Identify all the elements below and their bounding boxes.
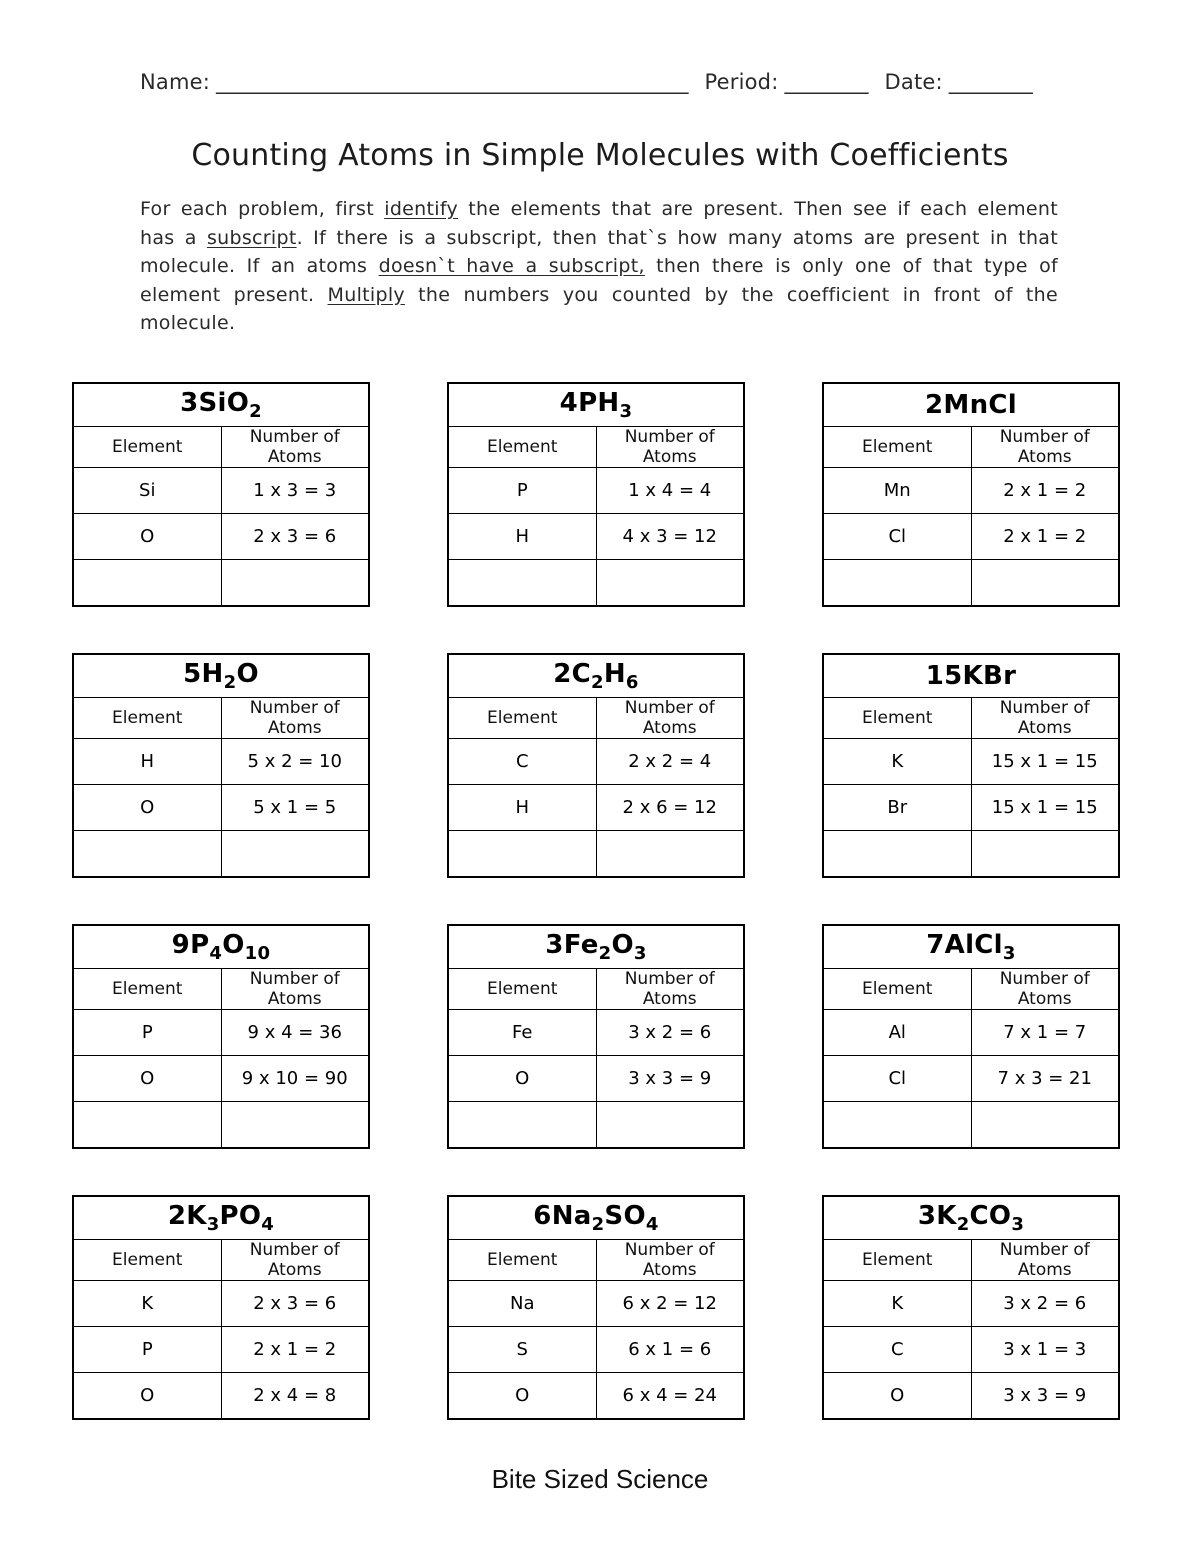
formula-header: 3SiO$_2$ bbox=[73, 383, 369, 427]
instruction-text: the elements that are present. Then see if each element has a bbox=[140, 198, 1058, 249]
column-header-row bbox=[448, 698, 744, 739]
instruction-text: then there is only one of that type of element present. bbox=[140, 255, 1058, 306]
element-cell: Si bbox=[73, 468, 221, 514]
column-header-row bbox=[823, 698, 1119, 739]
element-cell: Mn bbox=[823, 468, 971, 514]
atoms-count-cell bbox=[596, 560, 744, 606]
element-col-header: Element bbox=[823, 1240, 971, 1281]
element-cell bbox=[823, 831, 971, 877]
element-cell: C bbox=[448, 739, 596, 785]
element-cell: O bbox=[73, 1056, 221, 1102]
name-period-date-line bbox=[140, 70, 1128, 94]
column-header-row bbox=[73, 698, 369, 739]
formula-row bbox=[448, 1196, 744, 1240]
formula-row bbox=[448, 383, 744, 427]
formula-row bbox=[73, 654, 369, 698]
column-header-row bbox=[448, 969, 744, 1010]
molecule-table bbox=[72, 653, 370, 878]
element-col-header: Element bbox=[448, 1240, 596, 1281]
formula-row bbox=[73, 925, 369, 969]
table-row bbox=[73, 514, 369, 560]
element-cell: O bbox=[73, 1373, 221, 1419]
molecule-table bbox=[822, 1195, 1120, 1420]
element-cell: Br bbox=[823, 785, 971, 831]
element-cell: P bbox=[73, 1327, 221, 1373]
formula-row bbox=[823, 925, 1119, 969]
formula-header: 7AlCl$_3$ bbox=[823, 925, 1119, 969]
formula-row bbox=[73, 383, 369, 427]
molecule-table bbox=[822, 653, 1120, 878]
atoms-count-cell: 3 x 2 = 6 bbox=[596, 1010, 744, 1056]
molecule-table bbox=[822, 382, 1120, 607]
atoms-count-cell: 2 x 1 = 2 bbox=[971, 514, 1119, 560]
instruction-text: . If there is a subscript, then that`s how many atoms are present in that molecule. If an atoms bbox=[140, 226, 1058, 277]
atoms-col-header: Number of Atoms bbox=[971, 698, 1119, 739]
atoms-count-cell bbox=[221, 1102, 369, 1148]
atoms-count-cell: 9 x 4 = 36 bbox=[221, 1010, 369, 1056]
element-cell bbox=[448, 560, 596, 606]
element-cell: H bbox=[448, 785, 596, 831]
element-cell bbox=[73, 560, 221, 606]
element-cell: Fe bbox=[448, 1010, 596, 1056]
element-cell: P bbox=[73, 1010, 221, 1056]
element-cell: K bbox=[823, 1281, 971, 1327]
atoms-count-cell: 6 x 2 = 12 bbox=[596, 1281, 744, 1327]
atoms-col-header: Number of Atoms bbox=[596, 698, 744, 739]
formula-row bbox=[823, 654, 1119, 698]
table-row bbox=[448, 1373, 744, 1419]
column-header-row bbox=[73, 969, 369, 1010]
table-row bbox=[448, 739, 744, 785]
molecule-table bbox=[447, 382, 745, 607]
table-row bbox=[823, 560, 1119, 606]
atoms-count-cell: 6 x 1 = 6 bbox=[596, 1327, 744, 1373]
atoms-count-cell: 3 x 2 = 6 bbox=[971, 1281, 1119, 1327]
element-cell: O bbox=[448, 1373, 596, 1419]
column-header-row bbox=[823, 1240, 1119, 1281]
element-cell: H bbox=[448, 514, 596, 560]
element-cell: K bbox=[823, 739, 971, 785]
element-col-header: Element bbox=[73, 969, 221, 1010]
table-row bbox=[448, 1010, 744, 1056]
element-cell: O bbox=[448, 1056, 596, 1102]
formula-header: $5H_2O$ bbox=[73, 654, 369, 698]
atoms-count-cell bbox=[971, 831, 1119, 877]
tables-grid bbox=[72, 382, 1128, 1420]
element-cell: Cl bbox=[823, 1056, 971, 1102]
atoms-count-cell bbox=[596, 831, 744, 877]
atoms-col-header: Number of Atoms bbox=[596, 1240, 744, 1281]
table-row bbox=[448, 468, 744, 514]
element-cell: O bbox=[73, 785, 221, 831]
table-row bbox=[448, 1327, 744, 1373]
atoms-count-cell: 6 x 4 = 24 bbox=[596, 1373, 744, 1419]
period-blank-line: ________ bbox=[784, 70, 869, 94]
molecule-table bbox=[447, 924, 745, 1149]
column-header-row bbox=[448, 1240, 744, 1281]
atoms-count-cell: 2 x 2 = 4 bbox=[596, 739, 744, 785]
atoms-count-cell: 2 x 3 = 6 bbox=[221, 514, 369, 560]
molecule-table bbox=[822, 924, 1120, 1149]
table-row bbox=[823, 1056, 1119, 1102]
element-cell bbox=[73, 1102, 221, 1148]
element-cell: S bbox=[448, 1327, 596, 1373]
table-row bbox=[448, 560, 744, 606]
element-col-header: Element bbox=[448, 969, 596, 1010]
table-row bbox=[823, 514, 1119, 560]
table-row bbox=[73, 1373, 369, 1419]
atoms-count-cell: 7 x 1 = 7 bbox=[971, 1010, 1119, 1056]
table-row bbox=[73, 1281, 369, 1327]
molecule-table bbox=[447, 653, 745, 878]
atoms-count-cell bbox=[971, 1102, 1119, 1148]
atoms-count-cell: 7 x 3 = 21 bbox=[971, 1056, 1119, 1102]
atoms-col-header: Number of Atoms bbox=[221, 427, 369, 468]
formula-header: $4PH_3$ bbox=[448, 383, 744, 427]
table-row bbox=[448, 831, 744, 877]
atoms-col-header: Number of Atoms bbox=[221, 698, 369, 739]
table-row bbox=[448, 785, 744, 831]
column-header-row bbox=[73, 1240, 369, 1281]
table-row bbox=[823, 1281, 1119, 1327]
atoms-col-header: Number of Atoms bbox=[596, 427, 744, 468]
atoms-count-cell: 4 x 3 = 12 bbox=[596, 514, 744, 560]
worksheet-title: Counting Atoms in Simple Molecules with Coefficients bbox=[191, 138, 1009, 173]
table-row bbox=[448, 514, 744, 560]
column-header-row bbox=[73, 427, 369, 468]
atoms-count-cell: 2 x 4 = 8 bbox=[221, 1373, 369, 1419]
atoms-count-cell: 3 x 3 = 9 bbox=[596, 1056, 744, 1102]
name-label: Name: bbox=[140, 70, 211, 94]
element-cell: O bbox=[823, 1373, 971, 1419]
molecule-table bbox=[72, 382, 370, 607]
atoms-col-header: Number of Atoms bbox=[221, 969, 369, 1010]
table-row bbox=[448, 1102, 744, 1148]
table-row bbox=[823, 468, 1119, 514]
instructions bbox=[140, 195, 1058, 338]
table-row bbox=[73, 1010, 369, 1056]
element-cell: K bbox=[73, 1281, 221, 1327]
atoms-count-cell: 3 x 3 = 9 bbox=[971, 1373, 1119, 1419]
atoms-count-cell: 2 x 6 = 12 bbox=[596, 785, 744, 831]
atoms-col-header: Number of Atoms bbox=[971, 427, 1119, 468]
formula-row bbox=[448, 654, 744, 698]
element-col-header: Element bbox=[73, 427, 221, 468]
element-cell: Al bbox=[823, 1010, 971, 1056]
atoms-count-cell: 9 x 10 = 90 bbox=[221, 1056, 369, 1102]
formula-row bbox=[73, 1196, 369, 1240]
atoms-count-cell: 2 x 1 = 2 bbox=[221, 1327, 369, 1373]
formula-header: 15KBr bbox=[823, 654, 1119, 698]
column-header-row bbox=[823, 969, 1119, 1010]
instruction-underlined-term: doesn`t have a subscript, bbox=[378, 255, 645, 277]
atoms-count-cell: 2 x 1 = 2 bbox=[971, 468, 1119, 514]
element-cell: Cl bbox=[823, 514, 971, 560]
table-row bbox=[73, 560, 369, 606]
table-row bbox=[73, 1056, 369, 1102]
formula-header: 2MnCl bbox=[823, 383, 1119, 427]
table-row bbox=[73, 739, 369, 785]
table-row bbox=[448, 1281, 744, 1327]
element-col-header: Element bbox=[823, 698, 971, 739]
atoms-col-header: Number of Atoms bbox=[596, 969, 744, 1010]
atoms-count-cell bbox=[221, 560, 369, 606]
atoms-count-cell: 1 x 4 = 4 bbox=[596, 468, 744, 514]
molecule-table bbox=[72, 1195, 370, 1420]
element-cell bbox=[73, 831, 221, 877]
atoms-count-cell: 5 x 1 = 5 bbox=[221, 785, 369, 831]
atoms-col-header: Number of Atoms bbox=[971, 969, 1119, 1010]
molecule-table bbox=[447, 1195, 745, 1420]
instruction-underlined-term: Multiply bbox=[327, 283, 405, 306]
footer-brand: Bite Sized Science bbox=[491, 1463, 709, 1494]
column-header-row bbox=[448, 427, 744, 468]
instruction-text: the numbers you counted by the coefficient in front of the molecule. bbox=[140, 283, 1058, 334]
table-row bbox=[823, 1102, 1119, 1148]
atoms-count-cell: 15 x 1 = 15 bbox=[971, 785, 1119, 831]
table-row bbox=[823, 1327, 1119, 1373]
atoms-count-cell: 5 x 2 = 10 bbox=[221, 739, 369, 785]
name-blank-line: _____________________________________________ bbox=[216, 70, 689, 94]
instruction-underlined-term: subscript bbox=[206, 226, 297, 249]
formula-header: $3Fe_2O_3$ bbox=[448, 925, 744, 969]
table-row bbox=[823, 739, 1119, 785]
molecule-table bbox=[72, 924, 370, 1149]
table-row bbox=[73, 1327, 369, 1373]
table-row bbox=[73, 785, 369, 831]
formula-header: $2K_3PO_4$ bbox=[73, 1196, 369, 1240]
element-cell: P bbox=[448, 468, 596, 514]
element-cell bbox=[448, 831, 596, 877]
element-cell: C bbox=[823, 1327, 971, 1373]
element-col-header: Element bbox=[448, 427, 596, 468]
element-cell bbox=[823, 560, 971, 606]
element-col-header: Element bbox=[823, 427, 971, 468]
element-col-header: Element bbox=[823, 969, 971, 1010]
formula-header: $2C_2H_6$ bbox=[448, 654, 744, 698]
instruction-underlined-term: identify bbox=[384, 198, 459, 220]
formula-row bbox=[823, 1196, 1119, 1240]
atoms-count-cell: 3 x 1 = 3 bbox=[971, 1327, 1119, 1373]
element-cell: H bbox=[73, 739, 221, 785]
table-row bbox=[823, 1010, 1119, 1056]
element-cell: O bbox=[73, 514, 221, 560]
atoms-col-header: Number of Atoms bbox=[971, 1240, 1119, 1281]
formula-header: $3K_2CO_3$ bbox=[823, 1196, 1119, 1240]
formula-row bbox=[823, 383, 1119, 427]
table-row bbox=[823, 1373, 1119, 1419]
atoms-count-cell: 2 x 3 = 6 bbox=[221, 1281, 369, 1327]
table-row bbox=[73, 831, 369, 877]
element-cell bbox=[448, 1102, 596, 1148]
atoms-count-cell bbox=[971, 560, 1119, 606]
atoms-count-cell bbox=[596, 1102, 744, 1148]
atoms-col-header: Number of Atoms bbox=[221, 1240, 369, 1281]
instruction-text: For each problem, first bbox=[140, 198, 385, 220]
table-row bbox=[73, 1102, 369, 1148]
atoms-count-cell bbox=[221, 831, 369, 877]
date-label: Date: bbox=[884, 70, 943, 94]
table-row bbox=[823, 831, 1119, 877]
element-col-header: Element bbox=[73, 1240, 221, 1281]
table-row bbox=[73, 468, 369, 514]
element-cell: Na bbox=[448, 1281, 596, 1327]
table-row bbox=[823, 785, 1119, 831]
atoms-count-cell: 15 x 1 = 15 bbox=[971, 739, 1119, 785]
atoms-count-cell: 1 x 3 = 3 bbox=[221, 468, 369, 514]
formula-row bbox=[448, 925, 744, 969]
element-cell bbox=[823, 1102, 971, 1148]
formula-header: $9P_4O_{10}$ bbox=[73, 925, 369, 969]
period-label: Period: bbox=[704, 70, 779, 94]
element-col-header: Element bbox=[448, 698, 596, 739]
element-col-header: Element bbox=[73, 698, 221, 739]
date-blank-line: ________ bbox=[948, 70, 1033, 94]
table-row bbox=[448, 1056, 744, 1102]
formula-header: $6Na_2SO_4$ bbox=[448, 1196, 744, 1240]
column-header-row bbox=[823, 427, 1119, 468]
